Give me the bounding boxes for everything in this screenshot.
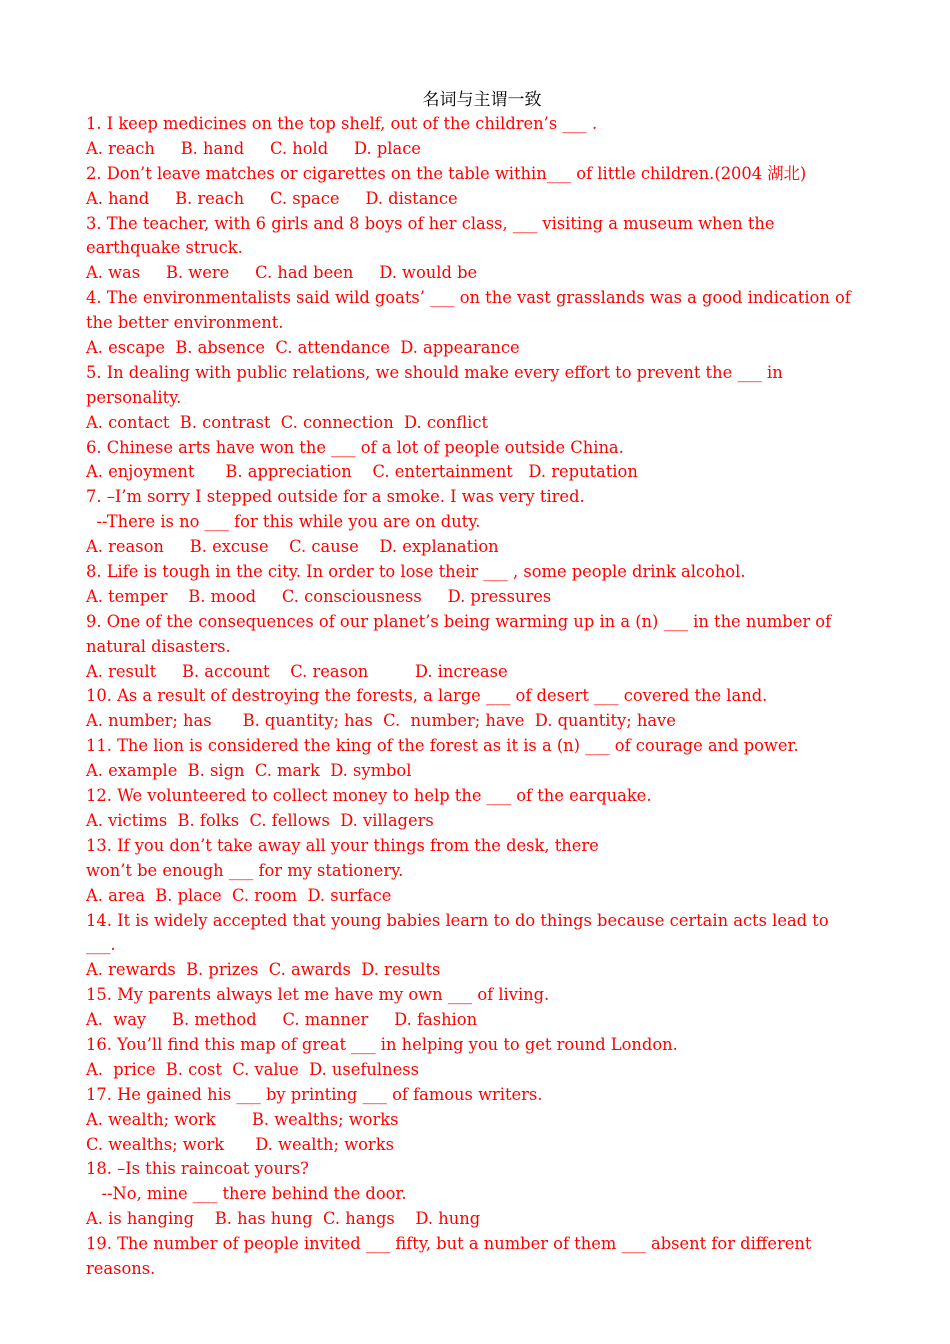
text-line: A. price B. cost C. value D. usefulness bbox=[86, 1059, 419, 1079]
text-line: C. wealths; work D. wealth; works bbox=[86, 1134, 394, 1154]
text-line: 18. –Is this raincoat yours? bbox=[86, 1159, 309, 1179]
text-line: 8. Life is tough in the city. In order to lose their ___ , some people drink alcohol. bbox=[86, 562, 746, 582]
exercise-text bbox=[86, 112, 886, 1282]
text-line: won’t be enough ___ for my stationery. bbox=[86, 860, 404, 880]
text-line: A. wealth; work B. wealths; works bbox=[86, 1109, 399, 1129]
text-line: A. result B. account C. reason D. increase bbox=[86, 661, 508, 681]
text-line: 11. The lion is considered the king of the forest as it is a (n) ___ of courage and power. bbox=[86, 736, 799, 756]
text-line: 2. Don’t leave matches or cigarettes on the table within___ of little children.(2004 湖北) bbox=[86, 163, 807, 183]
text-line: A. victims B. folks C. fellows D. villagers bbox=[86, 810, 434, 830]
text-line: A. enjoyment B. appreciation C. entertainment D. reputation bbox=[86, 462, 638, 482]
text-line: 6. Chinese arts have won the ___ of a lot of people outside China. bbox=[86, 437, 624, 457]
text-line: A. example B. sign C. mark D. symbol bbox=[86, 761, 412, 781]
text-line: 5. In dealing with public relations, we should make every effort to prevent the ___ in bbox=[86, 362, 783, 382]
page-title: 名词与主谓一致 bbox=[422, 90, 542, 110]
text-line: 14. It is widely accepted that young babies learn to do things because certain acts lead to bbox=[86, 910, 829, 930]
text-line: A. area B. place C. room D. surface bbox=[86, 885, 392, 905]
text-line: 1. I keep medicines on the top shelf, out of the children’s ___ . bbox=[86, 114, 598, 133]
text-line: 13. If you don’t take away all your things from the desk, there bbox=[86, 835, 599, 855]
text-line: 16. You’ll find this map of great ___ in helping you to get round London. bbox=[86, 1034, 678, 1054]
text-line: A. rewards B. prizes C. awards D. results bbox=[86, 960, 441, 980]
text-line: 4. The environmentalists said wild goats’ ___ on the vast grasslands was a good indication of bbox=[86, 288, 851, 308]
text-line: A. is hanging B. has hung C. hangs D. hung bbox=[86, 1209, 481, 1229]
text-line: 10. As a result of destroying the forests, a large ___ of desert ___ covered the land. bbox=[86, 686, 768, 706]
text-line: the better environment. bbox=[86, 313, 284, 333]
text-line: 9. One of the consequences of our planet’s being warming up in a (n) ___ in the number of bbox=[86, 611, 832, 631]
text-line: 7. –I’m sorry I stepped outside for a smoke. I was very tired. bbox=[86, 487, 585, 507]
text-line: A. reach B. hand C. hold D. place bbox=[86, 138, 421, 158]
text-line: A. escape B. absence C. attendance D. appearance bbox=[86, 338, 520, 358]
text-line: natural disasters. bbox=[86, 636, 231, 656]
text-line: --No, mine ___ there behind the door. bbox=[86, 1184, 407, 1204]
text-line: reasons. bbox=[86, 1258, 156, 1278]
text-line: A. contact B. contrast C. connection D. conflict bbox=[86, 412, 488, 432]
text-line: 17. He gained his ___ by printing ___ of famous writers. bbox=[86, 1084, 543, 1104]
text-line: A. number; has B. quantity; has C. number; have D. quantity; have bbox=[86, 711, 676, 731]
text-line: A. was B. were C. had been D. would be bbox=[86, 263, 478, 283]
text-line: A. way B. method C. manner D. fashion bbox=[86, 1010, 478, 1030]
text-line: A. reason B. excuse C. cause D. explanation bbox=[86, 537, 499, 557]
text-line: ___. bbox=[86, 935, 116, 955]
text-line: A. hand B. reach C. space D. distance bbox=[86, 188, 458, 208]
text-line: earthquake struck. bbox=[86, 238, 243, 258]
text-line: 15. My parents always let me have my own ___ of living. bbox=[86, 985, 550, 1005]
text-line: 3. The teacher, with 6 girls and 8 boys of her class, ___ visiting a museum when the bbox=[86, 213, 775, 233]
text-line: --There is no ___ for this while you are on duty. bbox=[86, 512, 481, 532]
text-line: 19. The number of people invited ___ fifty, but a number of them ___ absent for different bbox=[86, 1234, 812, 1254]
text-line: A. temper B. mood C. consciousness D. pressures bbox=[86, 586, 552, 606]
text-line: personality. bbox=[86, 387, 182, 407]
text-line: 12. We volunteered to collect money to help the ___ of the earquake. bbox=[86, 786, 652, 806]
